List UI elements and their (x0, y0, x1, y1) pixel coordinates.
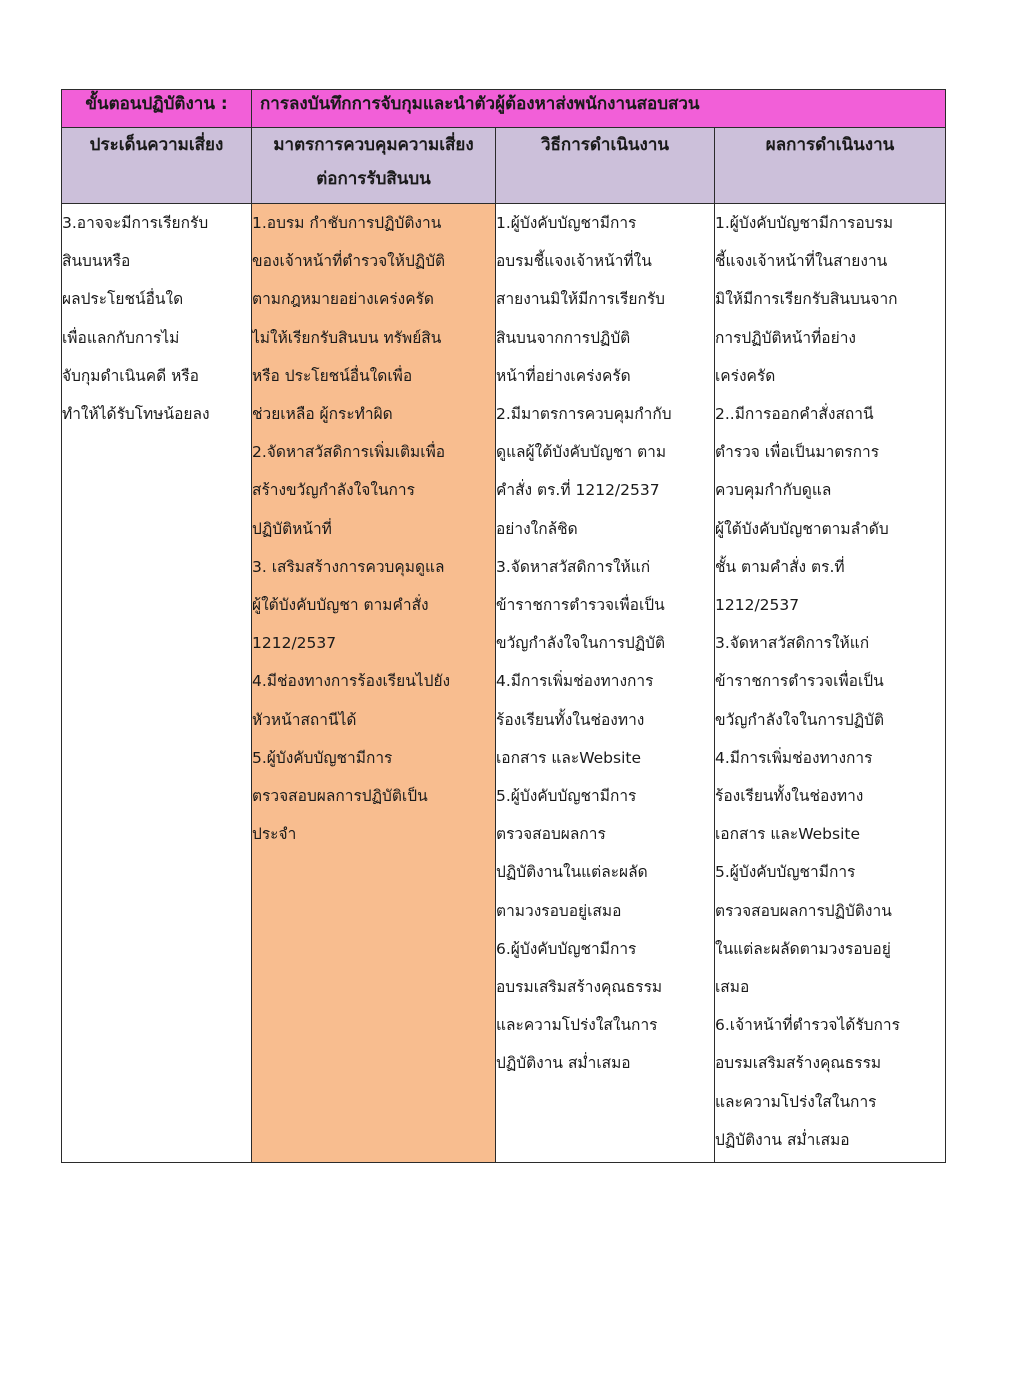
table-row (62, 204, 946, 1163)
column-header-method: วิธีการดำเนินงาน (496, 128, 715, 204)
control-measures-cell: 1.อบรม กำชับการปฏิบัติงาน ของเจ้าหน้าที่ตำรวจให้ปฏิบัติ ตามกฎหมายอย่างเคร่งครัด ไม่ให้เรียกรับสินบน ทรัพย์สิน หรือ ประโยชน์อื่นใดเพื่อ ช่วยเหลือ ผู้กระทำผิด 2.จัดหาสวัสดิการเพิ่มเติมเพื่อ สร้างขวัญกำลังใจในการ ปฏิบัติหน้าที่ 3. เสริมสร้างการควบคุมดูแล ผู้ใต้บังคับบัญชา ตามคำสั่ง 1212/2537 4.มีช่องทางการร้องเรียนไปยัง หัวหน้าสถานีได้ 5.ผู้บังคับบัญชามีการ ตรวจสอบผลการปฏิบัติเป็น ประจำ (252, 204, 496, 1163)
risk-issue-cell: 3.อาจจะมีการเรียกรับ สินบนหรือ ผลประโยชน์อื่นใด เพื่อแลกกับการไม่ จับกุมดำเนินคดี หรือ ทำให้ได้รับโทษน้อยลง (62, 204, 252, 1163)
risk-control-table (61, 89, 946, 1163)
process-step-row (62, 90, 946, 128)
column-header-row (62, 128, 946, 204)
result-cell: 1.ผู้บังคับบัญชามีการอบรม ชี้แจงเจ้าหน้าที่ในสายงาน มิให้มีการเรียกรับสินบนจาก การปฏิบัติหน้าที่อย่าง เคร่งครัด 2..มีการออกคำสั่งสถานี ตำรวจ เพื่อเป็นมาตรการ ควบคุมกำกับดูแล ผู้ใต้บังคับบัญชาตามลำดับ ชั้น ตามคำสั่ง ตร.ที่ 1212/2537 3.จัดหาสวัสดิการให้แก่ ข้าราชการตำรวจเพื่อเป็น ขวัญกำลังใจในการปฏิบัติ 4.มีการเพิ่มช่องทางการ ร้องเรียนทั้งในช่องทาง เอกสาร และWebsite 5.ผู้บังคับบัญชามีการ ตรวจสอบผลการปฏิบัติงาน ในแต่ละผลัดตามวงรอบอยู่ เสมอ 6.เจ้าหน้าที่ตำรวจได้รับการ อบรมเสริมสร้างคุณธรรม และความโปร่งใสในการ ปฏิบัติงาน สม่ำเสมอ (715, 204, 946, 1163)
process-step-value: การลงบันทึกการจับกุมและนำตัวผู้ต้องหาส่งพนักงานสอบสวน (252, 90, 946, 128)
column-header-control-measures: มาตรการควบคุมความเสี่ยง ต่อการรับสินบน (252, 128, 496, 204)
column-header-risk-issue: ประเด็นความเสี่ยง (62, 128, 252, 204)
process-step-label: ขั้นตอนปฏิบัติงาน : (62, 90, 252, 128)
method-cell: 1.ผู้บังคับบัญชามีการ อบรมชี้แจงเจ้าหน้าที่ใน สายงานมิให้มีการเรียกรับ สินบนจากการปฏิบัติ หน้าที่อย่างเคร่งครัด 2.มีมาตรการควบคุมกำกับ ดูแลผู้ใต้บังคับบัญชา ตาม คำสั่ง ตร.ที่ 1212/2537 อย่างใกล้ชิด 3.จัดหาสวัสดิการให้แก่ ข้าราชการตำรวจเพื่อเป็น ขวัญกำลังใจในการปฏิบัติ 4.มีการเพิ่มช่องทางการ ร้องเรียนทั้งในช่องทาง เอกสาร และWebsite 5.ผู้บังคับบัญชามีการ ตรวจสอบผลการ ปฏิบัติงานในแต่ละผลัด ตามวงรอบอยู่เสมอ 6.ผู้บังคับบัญชามีการ อบรมเสริมสร้างคุณธรรม และความโปร่งใสในการ ปฏิบัติงาน สม่ำเสมอ (496, 204, 715, 1163)
column-header-result: ผลการดำเนินงาน (715, 128, 946, 204)
